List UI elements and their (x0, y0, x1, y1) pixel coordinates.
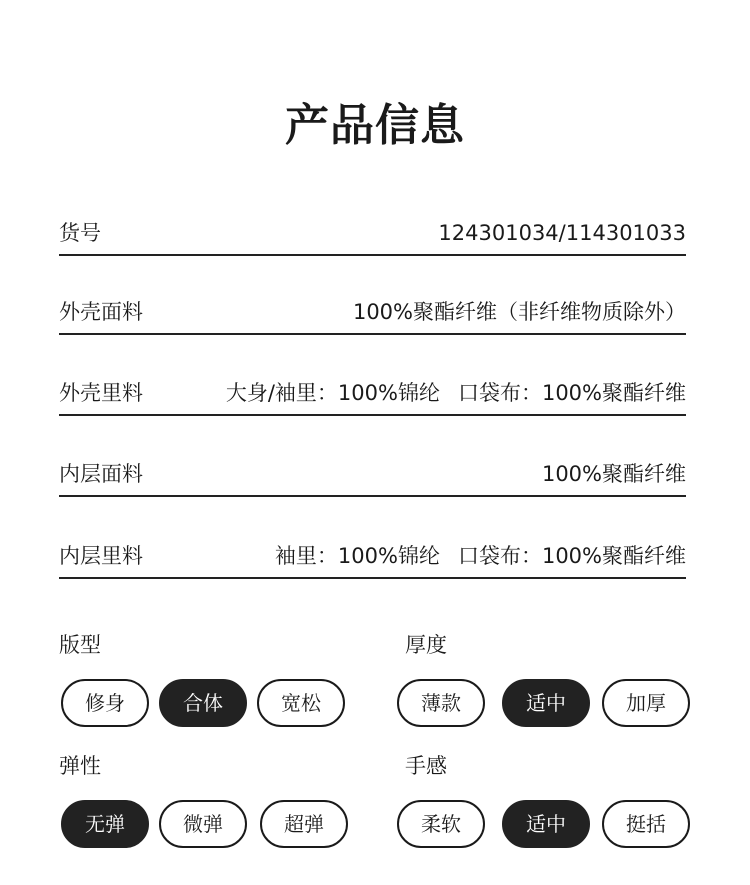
elasticity-option-none[interactable]: 无弹 (61, 800, 149, 848)
info-row-shell-fabric (59, 297, 686, 335)
row-value-group (226, 378, 686, 408)
row-value-part: 袖里：100%锦纶 (274, 544, 440, 568)
feel-option-crisp[interactable]: 挺括 (602, 800, 690, 848)
row-label: 外壳里料 (59, 381, 143, 405)
row-label: 内层面料 (59, 462, 143, 486)
row-label: 货号 (59, 221, 101, 245)
info-row-inner-fabric (59, 459, 686, 497)
info-row-shell-lining (59, 378, 686, 416)
fit-title: 版型 (59, 633, 101, 657)
thickness-options (397, 679, 689, 727)
row-value-part: 大身/袖里：100%锦纶 (225, 381, 440, 405)
row-value-part: 口袋布：100%聚酯纤维 (457, 544, 686, 568)
feel-options (397, 800, 689, 848)
feel-title: 手感 (405, 754, 447, 778)
elasticity-options (61, 800, 351, 848)
elasticity-option-slight[interactable]: 微弹 (159, 800, 247, 848)
row-value-part: 口袋布：100%聚酯纤维 (457, 381, 686, 405)
info-row-item-number (59, 218, 686, 256)
info-row-inner-lining (59, 541, 686, 579)
elasticity-option-high[interactable]: 超弹 (260, 800, 348, 848)
fit-option-slim[interactable]: 修身 (61, 679, 149, 727)
row-value: 124301034/114301033 (438, 221, 686, 245)
feel-option-soft[interactable]: 柔软 (397, 800, 485, 848)
row-label: 外壳面料 (59, 300, 143, 324)
thickness-option-medium[interactable]: 适中 (502, 679, 590, 727)
row-value-group (275, 541, 686, 571)
row-label: 内层里料 (59, 544, 143, 568)
elasticity-title: 弹性 (59, 754, 101, 778)
row-value: 100%聚酯纤维（非纤维物质除外） (352, 300, 686, 324)
page-title: 产品信息 (285, 100, 465, 151)
fit-option-regular[interactable]: 合体 (159, 679, 247, 727)
thickness-option-thick[interactable]: 加厚 (602, 679, 690, 727)
fit-option-loose[interactable]: 宽松 (257, 679, 345, 727)
fit-options (61, 679, 351, 727)
feel-option-medium[interactable]: 适中 (502, 800, 590, 848)
row-value: 100%聚酯纤维 (541, 462, 686, 486)
thickness-option-thin[interactable]: 薄款 (397, 679, 485, 727)
thickness-title: 厚度 (405, 633, 447, 657)
